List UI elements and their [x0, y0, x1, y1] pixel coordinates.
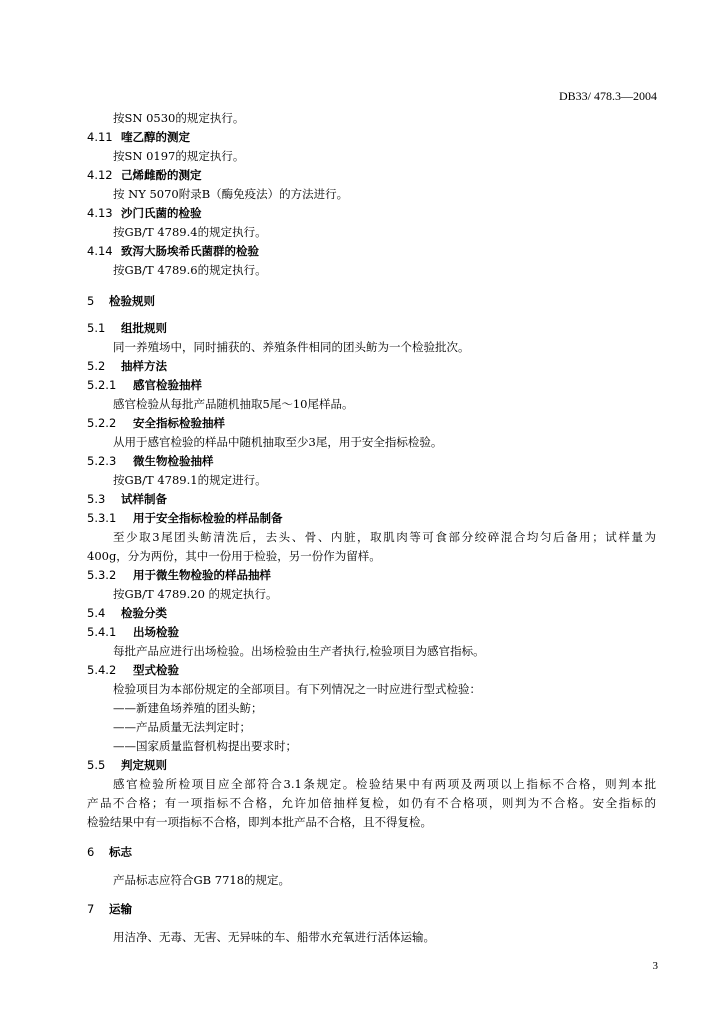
section-title: 致泻大肠埃希氏菌群的检验 [121, 244, 259, 258]
section-heading [87, 453, 214, 469]
section-heading [87, 510, 283, 526]
paragraph-line: 感官检验所检项目应全部符合3.1条规定。检验结果中有两项及两项以上指标不合格，则判本批 [113, 777, 656, 791]
section-number: 7 [87, 902, 95, 916]
section-title: 感官检验抽样 [133, 378, 202, 392]
paragraph-line: 按SN 0197的规定执行。 [113, 149, 245, 163]
section-heading [87, 320, 167, 336]
section-heading [87, 567, 271, 583]
paragraph-line: 同一养殖场中，同时捕获的、养殖条件相同的团头鲂为一个检验批次。 [113, 340, 470, 354]
paragraph-line: 至少取3尾团头鲂清洗后，去头、骨、内脏，取肌肉等可食部分绞碎混合均匀后备用；试样量为 [113, 530, 656, 544]
paragraph-line: 感官检验从每批产品随机抽取5尾～10尾样品。 [113, 397, 354, 411]
section-number: 4.11 [87, 130, 113, 144]
section-title: 抽样方法 [121, 359, 167, 373]
paragraph-line: 产品标志应符合GB 7718的规定。 [113, 873, 291, 887]
section-title: 喹乙醇的测定 [121, 130, 190, 144]
section-title: 组批规则 [121, 321, 167, 335]
section-heading [87, 377, 202, 393]
section-title: 标志 [109, 845, 132, 859]
section-heading [87, 358, 167, 374]
section-title: 安全指标检验抽样 [133, 416, 225, 430]
section-number: 5.3 [87, 492, 106, 506]
section-number: 5.2.3 [87, 454, 117, 468]
page-number: 3 [652, 960, 658, 972]
paragraph-line: 用洁净、无毒、无害、无异味的车、船带水充氧进行活体运输。 [113, 930, 435, 944]
section-heading [87, 757, 167, 773]
section-heading [87, 129, 190, 145]
section-title: 出场检验 [133, 625, 179, 639]
section-title: 检验分类 [121, 606, 167, 620]
section-title: 用于安全指标检验的样品制备 [133, 511, 283, 525]
paragraph-line: 检验结果中有一项指标不合格，即判本批产品不合格，且不得复检。 [87, 815, 432, 829]
section-heading [87, 491, 167, 507]
section-heading [87, 205, 202, 221]
section-number: 5.5 [87, 758, 106, 772]
section-number: 5.2.2 [87, 416, 117, 430]
section-heading [87, 167, 202, 183]
section-heading [87, 605, 167, 621]
paragraph-line: ——新建鱼场养殖的团头鲂； [113, 701, 263, 715]
section-number: 5.2.1 [87, 378, 117, 392]
section-heading [87, 844, 132, 860]
section-number: 4.13 [87, 206, 113, 220]
section-heading [87, 901, 132, 917]
section-title: 运输 [109, 902, 132, 916]
section-number: 5.2 [87, 359, 106, 373]
paragraph-line: ——国家质量监督机构提出要求时； [113, 739, 297, 753]
section-title: 己烯雌酚的测定 [121, 168, 202, 182]
section-title: 试样制备 [121, 492, 167, 506]
section-number: 4.12 [87, 168, 113, 182]
paragraph-line: 按 NY 5070附录B（酶免疫法）的方法进行。 [113, 187, 349, 201]
paragraph-line: 检验项目为本部份规定的全部项目。有下列情况之一时应进行型式检验： [113, 682, 481, 696]
paragraph-line: 按SN 0530的规定执行。 [113, 111, 245, 125]
section-number: 5.3.1 [87, 511, 117, 525]
section-number: 5.4.1 [87, 625, 117, 639]
section-number: 5.3.2 [87, 568, 117, 582]
section-title: 型式检验 [133, 663, 179, 677]
section-title: 用于微生物检验的样品抽样 [133, 568, 271, 582]
paragraph-line: ——产品质量无法判定时； [113, 720, 251, 734]
document-code: DB33/ 478.3—2004 [558, 89, 657, 103]
section-number: 5.4.2 [87, 663, 117, 677]
section-heading [87, 415, 225, 431]
section-title: 检验规则 [109, 294, 155, 308]
paragraph-line: 按GB/T 4789.20 的规定执行。 [113, 587, 278, 601]
section-title: 判定规则 [121, 758, 167, 772]
section-heading [87, 624, 179, 640]
section-number: 5 [87, 294, 95, 308]
section-title: 沙门氏菌的检验 [121, 206, 202, 220]
paragraph-line: 按GB/T 4789.6的规定执行。 [113, 263, 267, 277]
section-number: 4.14 [87, 244, 113, 258]
section-heading [87, 662, 179, 678]
paragraph-line: 从用于感官检验的样品中随机抽取至少3尾，用于安全指标检验。 [113, 435, 443, 449]
paragraph-line: 按GB/T 4789.1的规定进行。 [113, 473, 267, 487]
section-number: 6 [87, 845, 95, 859]
section-heading [87, 243, 259, 259]
paragraph-line: 400g，分为两份，其中一份用于检验，另一份作为留样。 [87, 549, 381, 563]
section-heading [87, 293, 155, 309]
section-number: 5.4 [87, 606, 106, 620]
section-number: 5.1 [87, 321, 106, 335]
section-title: 微生物检验抽样 [133, 454, 214, 468]
paragraph-line: 按GB/T 4789.4的规定执行。 [113, 225, 267, 239]
paragraph-line: 产品不合格；有一项指标不合格，允许加倍抽样复检，如仍有不合格项，则判为不合格。安全指标的 [87, 796, 656, 810]
paragraph-line: 每批产品应进行出场检验。出场检验由生产者执行,检验项目为感官指标。 [113, 644, 485, 658]
